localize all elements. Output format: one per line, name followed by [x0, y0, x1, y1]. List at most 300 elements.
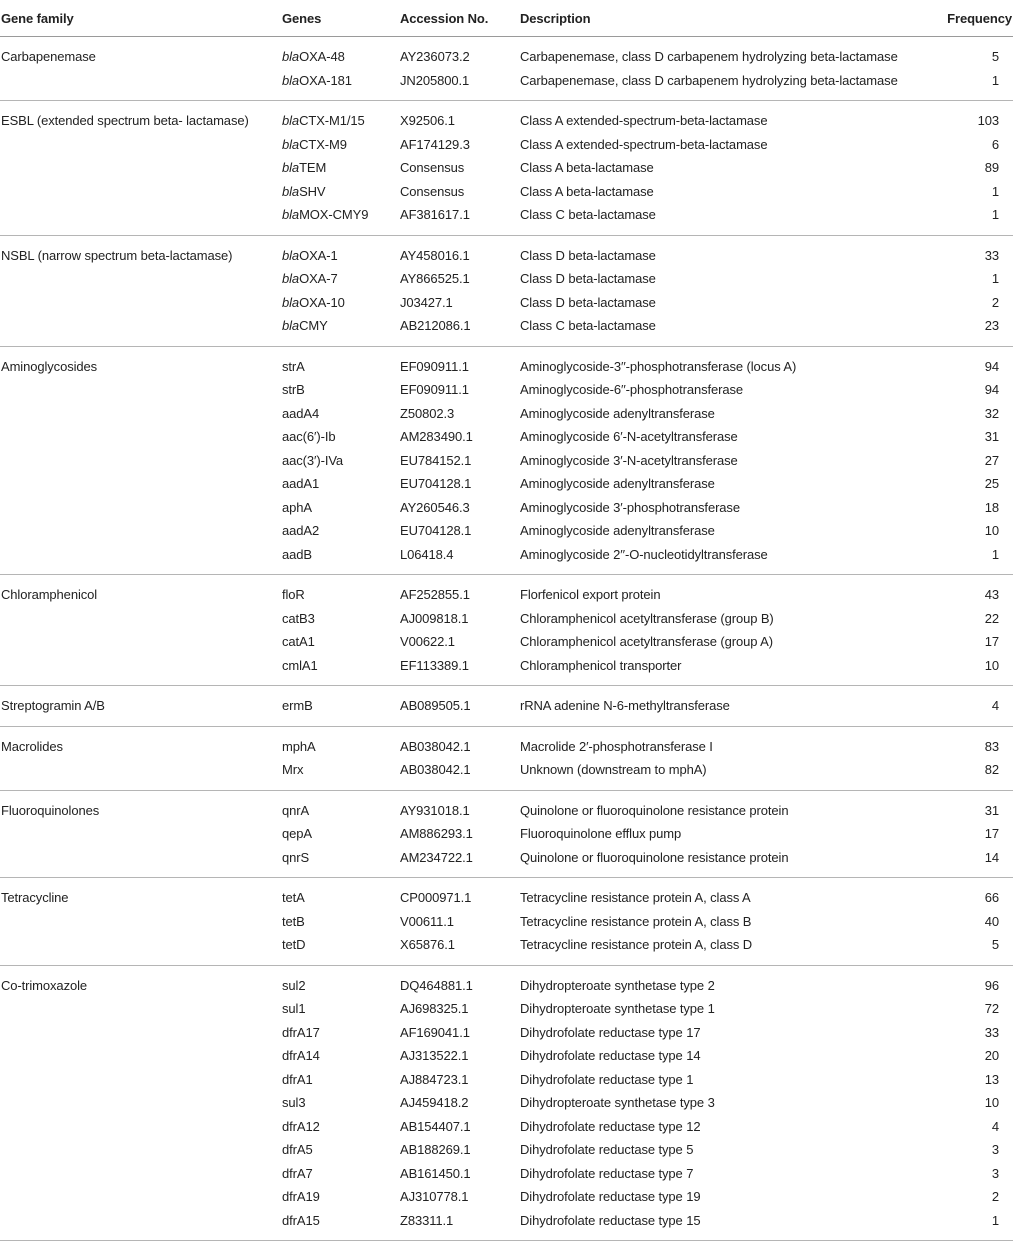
table-row: [0, 425, 1013, 449]
frequency-cell: 3: [991, 1165, 999, 1181]
gene-family-cell: [0, 1021, 282, 1045]
description-cell: Class C beta-lactamase: [520, 314, 933, 346]
gene-family-cell: [0, 1185, 282, 1209]
description-cell: Macrolide 2′-phosphotransferase I: [520, 738, 713, 754]
gene-family-cell: [0, 607, 282, 631]
frequency-cell: 10: [984, 1095, 999, 1111]
gene-family-cell: [0, 654, 282, 686]
frequency-cell: 33: [984, 1024, 999, 1040]
description-cell: Class A beta-lactamase: [520, 183, 654, 199]
gene-cell: [282, 822, 400, 846]
accession-cell: Z83311.1: [400, 1209, 520, 1241]
gene-cell: [282, 472, 400, 496]
table-row: [0, 1185, 1013, 1209]
gene-cell: [282, 314, 400, 346]
frequency-cell: 13: [984, 1071, 999, 1087]
gene-prefix: bla: [282, 160, 300, 176]
gene-name: dfrA14: [282, 1048, 320, 1064]
table-row: [0, 472, 1013, 496]
table-row: [0, 846, 1013, 878]
gene-family-cell: [0, 449, 282, 473]
gene-cell: [282, 449, 400, 473]
gene-name: Mrx: [282, 762, 304, 778]
gene-name: MOX-CMY9: [299, 207, 369, 223]
table-row: [0, 1091, 1013, 1115]
description-cell: Tetracycline resistance protein A, class A: [520, 890, 751, 906]
gene-family-cell: Macrolides: [1, 738, 63, 754]
table-row: [0, 496, 1013, 520]
description-cell: Florfenicol export protein: [520, 587, 661, 603]
accession-cell: AM234722.1: [400, 846, 520, 878]
gene-name: tetD: [282, 937, 306, 953]
frequency-cell: 6: [991, 136, 999, 152]
accession-cell: DQ464881.1: [400, 977, 473, 993]
gene-cell: [282, 846, 400, 878]
gene-cell: [282, 519, 400, 543]
gene-name: strA: [282, 358, 305, 374]
gene-prefix: bla: [282, 136, 300, 152]
accession-cell: AB154407.1: [400, 1118, 471, 1134]
gene-family-cell: [0, 291, 282, 315]
gene-family-cell: Fluoroquinolones: [1, 802, 100, 818]
description-cell: Class A beta-lactamase: [520, 160, 654, 176]
description-cell: Tetracycline resistance protein A, class D: [520, 933, 933, 965]
frequency-cell: 23: [933, 314, 1013, 346]
frequency-cell: 94: [984, 358, 999, 374]
description-cell: Class A extended-spectrum-beta-lactamase: [520, 113, 768, 129]
gene-cell: [282, 1138, 400, 1162]
frequency-cell: 1: [991, 271, 999, 287]
frequency-cell: 17: [984, 826, 999, 842]
accession-cell: AF169041.1: [400, 1024, 470, 1040]
gene-name: sul1: [282, 1001, 306, 1017]
gene-name: sul2: [282, 977, 306, 993]
frequency-cell: 103: [977, 113, 999, 129]
gene-family-cell: [0, 314, 282, 346]
accession-cell: AY866525.1: [400, 271, 470, 287]
frequency-cell: 31: [984, 802, 999, 818]
table-row: [0, 758, 1013, 790]
frequency-cell: 10: [984, 523, 999, 539]
accession-cell: AM886293.1: [400, 826, 473, 842]
gene-family-cell: Aminoglycosides: [1, 358, 98, 374]
gene-prefix: bla: [282, 72, 300, 88]
table-row: [0, 686, 1013, 727]
accession-cell: AF381617.1: [400, 203, 520, 235]
gene-cell: [282, 543, 400, 575]
gene-name: aadB: [282, 546, 312, 562]
accession-cell: V00622.1: [400, 634, 455, 650]
gene-cell: [282, 267, 400, 291]
frequency-cell: 27: [984, 452, 999, 468]
description-cell: Aminoglycoside adenyltransferase: [520, 405, 715, 421]
description-cell: rRNA adenine N-6-methyltransferase: [520, 686, 933, 727]
table-row: [0, 1044, 1013, 1068]
gene-cell: [282, 1068, 400, 1092]
gene-cell: [282, 654, 400, 686]
gene-name: catB3: [282, 610, 315, 626]
table-row: [0, 378, 1013, 402]
gene-family-cell: [0, 1138, 282, 1162]
gene-family-cell: [0, 69, 282, 101]
table-row: [0, 133, 1013, 157]
gene-family-cell: NSBL (narrow spectrum beta-lactamase): [1, 247, 233, 263]
description-cell: Class D beta-lactamase: [520, 294, 656, 310]
frequency-cell: 82: [933, 758, 1013, 790]
gene-cell: [282, 790, 400, 822]
gene-cell: [282, 156, 400, 180]
description-cell: Aminoglycoside-3′′-phosphotransferase (locus A): [520, 358, 797, 374]
accession-cell: CP000971.1: [400, 890, 472, 906]
description-cell: Dihydropteroate synthetase type 1: [520, 1001, 715, 1017]
table-row: [0, 878, 1013, 910]
frequency-cell: 3: [991, 1142, 999, 1158]
gene-name: aadA1: [282, 476, 320, 492]
frequency-cell: 32: [984, 405, 999, 421]
frequency-cell: 1: [933, 543, 1013, 575]
frequency-cell: 1: [933, 1209, 1013, 1241]
description-cell: Aminoglycoside 3′-N-acetyltransferase: [520, 452, 738, 468]
header-accession: Accession No.: [400, 0, 520, 37]
gene-family-cell: [0, 758, 282, 790]
accession-cell: AB038042.1: [400, 738, 471, 754]
gene-name: qnrA: [282, 802, 310, 818]
gene-family-cell: [0, 1162, 282, 1186]
gene-cell: [282, 203, 400, 235]
gene-family-cell: [0, 425, 282, 449]
gene-cell: [282, 965, 400, 997]
gene-name: qnrS: [282, 849, 310, 865]
frequency-cell: 18: [984, 499, 999, 515]
gene-cell: [282, 402, 400, 426]
frequency-cell: 1: [933, 69, 1013, 101]
accession-cell: AJ698325.1: [400, 1001, 469, 1017]
accession-cell: JN205800.1: [400, 69, 520, 101]
description-cell: Class A extended-spectrum-beta-lactamase: [520, 136, 768, 152]
gene-family-cell: [0, 1044, 282, 1068]
gene-name: aac(3′)-IVa: [282, 452, 344, 468]
frequency-cell: 43: [984, 587, 999, 603]
gene-name: OXA-10: [299, 294, 345, 310]
accession-cell: AJ313522.1: [400, 1048, 469, 1064]
gene-family-cell: [0, 402, 282, 426]
gene-cell: [282, 291, 400, 315]
gene-name: aadA2: [282, 523, 320, 539]
table-row: [0, 1021, 1013, 1045]
table-row: [0, 822, 1013, 846]
gene-cell: [282, 425, 400, 449]
description-cell: Chloramphenicol transporter: [520, 654, 933, 686]
table-row: [0, 180, 1013, 204]
table-row: [0, 654, 1013, 686]
table-row: [0, 1115, 1013, 1139]
gene-name: OXA-181: [299, 72, 352, 88]
gene-name: strB: [282, 382, 305, 398]
accession-cell: AY260546.3: [400, 499, 470, 515]
gene-family-cell: [0, 496, 282, 520]
frequency-cell: 1: [933, 203, 1013, 235]
table-row: [0, 156, 1013, 180]
description-cell: Aminoglycoside 6′-N-acetyltransferase: [520, 429, 738, 445]
gene-prefix: bla: [282, 113, 300, 129]
table-row: [0, 346, 1013, 378]
gene-family-cell: [0, 267, 282, 291]
accession-cell: Z50802.3: [400, 405, 455, 421]
frequency-cell: 4: [933, 686, 1013, 727]
frequency-cell: 89: [984, 160, 999, 176]
description-cell: Chloramphenicol acetyltransferase (group A): [520, 634, 773, 650]
frequency-cell: 5: [933, 933, 1013, 965]
gene-cell: [282, 686, 400, 727]
header-gene-family: Gene family: [0, 0, 282, 37]
gene-family-cell: ESBL (extended spectrum beta- lactamase): [1, 113, 249, 129]
gene-name: OXA-7: [299, 271, 338, 287]
table-row: [0, 402, 1013, 426]
gene-family-cell: [0, 822, 282, 846]
table-row: [0, 235, 1013, 267]
gene-family-cell: Streptogramin A/B: [0, 686, 282, 727]
frequency-cell: 83: [984, 738, 999, 754]
description-cell: Class D beta-lactamase: [520, 247, 656, 263]
gene-cell: [282, 933, 400, 965]
gene-prefix: bla: [282, 207, 300, 223]
gene-name: dfrA15: [282, 1212, 320, 1228]
gene-cell: [282, 69, 400, 101]
frequency-cell: 5: [991, 49, 999, 65]
frequency-cell: 33: [984, 247, 999, 263]
frequency-cell: 94: [984, 382, 999, 398]
description-cell: Dihydropteroate synthetase type 2: [520, 977, 715, 993]
accession-cell: AB188269.1: [400, 1142, 471, 1158]
gene-name: tetB: [282, 913, 305, 929]
description-cell: Class D beta-lactamase: [520, 271, 656, 287]
accession-cell: AJ459418.2: [400, 1095, 469, 1111]
gene-name: qepA: [282, 826, 312, 842]
gene-name: aadA4: [282, 405, 320, 421]
gene-cell: [282, 235, 400, 267]
description-cell: Quinolone or fluoroquinolone resistance protein: [520, 846, 933, 878]
gene-name: tetA: [282, 890, 305, 906]
accession-cell: EU704128.1: [400, 523, 472, 539]
frequency-cell: 96: [984, 977, 999, 993]
accession-cell: X92506.1: [400, 113, 455, 129]
accession-cell: AF252855.1: [400, 587, 470, 603]
frequency-cell: 10: [933, 654, 1013, 686]
gene-name: dfrA12: [282, 1118, 320, 1134]
description-cell: Tetracycline resistance protein A, class B: [520, 913, 752, 929]
accession-cell: J03427.1: [400, 294, 453, 310]
table-row: [0, 607, 1013, 631]
table-row: [0, 314, 1013, 346]
description-cell: Dihydrofolate reductase type 17: [520, 1024, 701, 1040]
accession-cell: EU784152.1: [400, 452, 472, 468]
description-cell: Dihydrofolate reductase type 12: [520, 1118, 701, 1134]
gene-cell: [282, 1091, 400, 1115]
header-row: [0, 0, 1013, 37]
description-cell: Class C beta-lactamase: [520, 203, 933, 235]
accession-cell: AY458016.1: [400, 247, 470, 263]
description-cell: Dihydrofolate reductase type 15: [520, 1209, 933, 1241]
table-row: [0, 291, 1013, 315]
gene-cell: [282, 575, 400, 607]
frequency-cell: 40: [984, 913, 999, 929]
gene-prefix: bla: [282, 294, 300, 310]
table-row: [0, 543, 1013, 575]
table-row: [0, 519, 1013, 543]
gene-cell: [282, 758, 400, 790]
gene-family-cell: Tetracycline: [1, 890, 69, 906]
gene-family-cell: [0, 378, 282, 402]
frequency-cell: 17: [984, 634, 999, 650]
frequency-cell: 20: [984, 1048, 999, 1064]
table-header: [0, 0, 1013, 37]
table-row: [0, 965, 1013, 997]
description-cell: Aminoglycoside 2′′-O-nucleotidyltransferase: [520, 543, 933, 575]
header-frequency: Frequency: [933, 0, 1013, 37]
gene-name: aac(6′)-Ib: [282, 429, 336, 445]
gene-cell: [282, 101, 400, 133]
description-cell: Carbapenemase, class D carbapenem hydrolyzing beta-lactamase: [520, 49, 898, 65]
description-cell: Aminoglycoside adenyltransferase: [520, 476, 715, 492]
gene-cell: [282, 1021, 400, 1045]
gene-family-cell: [0, 846, 282, 878]
frequency-cell: 1: [991, 183, 999, 199]
table-row: [0, 790, 1013, 822]
frequency-cell: 2: [991, 1189, 999, 1205]
accession-cell: AB212086.1: [400, 314, 520, 346]
accession-cell: AY931018.1: [400, 802, 470, 818]
accession-cell: AF174129.3: [400, 136, 470, 152]
description-cell: Carbapenemase, class D carbapenem hydrolyzing beta-lactamase: [520, 69, 933, 101]
gene-family-cell: [0, 933, 282, 965]
gene-name: cmlA1: [282, 657, 318, 673]
header-genes: Genes: [282, 0, 400, 37]
table-row: [0, 203, 1013, 235]
table-row: [0, 449, 1013, 473]
accession-cell: EF090911.1: [400, 358, 469, 374]
gene-cell: [282, 878, 400, 910]
gene-cell: [282, 133, 400, 157]
description-cell: Dihydrofolate reductase type 19: [520, 1189, 701, 1205]
description-cell: Aminoglycoside 3′-phosphotransferase: [520, 499, 740, 515]
gene-family-cell: [0, 1209, 282, 1241]
gene-cell: [282, 607, 400, 631]
gene-family-cell: [0, 180, 282, 204]
accession-cell: Consensus: [400, 160, 465, 176]
gene-prefix: bla: [282, 183, 300, 199]
gene-cell: [282, 910, 400, 934]
gene-name: aphA: [282, 499, 312, 515]
accession-cell: V00611.1: [400, 913, 454, 929]
gene-name: mphA: [282, 738, 316, 754]
table-row: [0, 1209, 1013, 1241]
gene-name: sul3: [282, 1095, 306, 1111]
gene-cell: [282, 378, 400, 402]
frequency-cell: 14: [933, 846, 1013, 878]
table-row: [0, 1068, 1013, 1092]
header-description: Description: [520, 0, 933, 37]
gene-name: floR: [282, 587, 305, 603]
gene-name: CTX-M9: [299, 136, 347, 152]
gene-name: CTX-M1/15: [299, 113, 365, 129]
table-row: [0, 910, 1013, 934]
table-row: [0, 630, 1013, 654]
gene-cell: [282, 1162, 400, 1186]
accession-cell: AM283490.1: [400, 429, 473, 445]
description-cell: Dihydrofolate reductase type 7: [520, 1165, 694, 1181]
table-row: [0, 101, 1013, 133]
gene-name: CMY: [299, 318, 328, 334]
gene-cell: [282, 726, 400, 758]
table-row: [0, 69, 1013, 101]
gene-name: OXA-1: [299, 247, 338, 263]
description-cell: Dihydrofolate reductase type 1: [520, 1071, 694, 1087]
accession-cell: EU704128.1: [400, 476, 472, 492]
gene-family-cell: [0, 1068, 282, 1092]
description-cell: Dihydrofolate reductase type 5: [520, 1142, 694, 1158]
table-row: [0, 933, 1013, 965]
accession-cell: EF113389.1: [400, 654, 520, 686]
table-row: [0, 37, 1013, 69]
gene-family-cell: [0, 472, 282, 496]
gene-name: dfrA19: [282, 1189, 320, 1205]
description-cell: Fluoroquinolone efflux pump: [520, 826, 682, 842]
gene-cell: [282, 630, 400, 654]
description-cell: Aminoglycoside-6′′-phosphotransferase: [520, 382, 744, 398]
description-cell: Dihydrofolate reductase type 14: [520, 1048, 701, 1064]
gene-cell: [282, 496, 400, 520]
gene-name: OXA-48: [299, 49, 345, 65]
gene-prefix: bla: [282, 271, 300, 287]
frequency-cell: 31: [984, 429, 999, 445]
gene-cell: [282, 37, 400, 69]
gene-name: dfrA7: [282, 1165, 313, 1181]
accession-cell: AJ009818.1: [400, 610, 469, 626]
description-cell: Unknown (downstream to mphA): [520, 758, 933, 790]
gene-name: dfrA17: [282, 1024, 320, 1040]
accession-cell: AJ884723.1: [400, 1071, 469, 1087]
gene-prefix: bla: [282, 318, 300, 334]
description-cell: Aminoglycoside adenyltransferase: [520, 523, 715, 539]
gene-cell: [282, 1185, 400, 1209]
gene-prefix: bla: [282, 49, 300, 65]
table-row: [0, 1138, 1013, 1162]
frequency-cell: 2: [991, 294, 999, 310]
gene-family-cell: [0, 543, 282, 575]
gene-family-cell: [0, 519, 282, 543]
gene-name: SHV: [299, 183, 326, 199]
gene-family-cell: [0, 203, 282, 235]
gene-family-cell: [0, 997, 282, 1021]
accession-cell: AY236073.2: [400, 49, 470, 65]
accession-cell: AJ310778.1: [400, 1189, 469, 1205]
gene-family-cell: Chloramphenicol: [1, 587, 98, 603]
accession-cell: L06418.4: [400, 543, 520, 575]
accession-cell: AB161450.1: [400, 1165, 471, 1181]
gene-cell: [282, 997, 400, 1021]
gene-cell: [282, 1209, 400, 1241]
table-row: [0, 575, 1013, 607]
gene-family-cell: [0, 1115, 282, 1139]
description-cell: Dihydropteroate synthetase type 3: [520, 1095, 715, 1111]
accession-cell: EF090911.1: [400, 382, 469, 398]
gene-name: ermB: [282, 698, 313, 714]
accession-cell: X65876.1: [400, 933, 520, 965]
frequency-cell: 4: [991, 1118, 999, 1134]
table-row: [0, 267, 1013, 291]
gene-prefix: bla: [282, 247, 300, 263]
gene-family-cell: [0, 156, 282, 180]
